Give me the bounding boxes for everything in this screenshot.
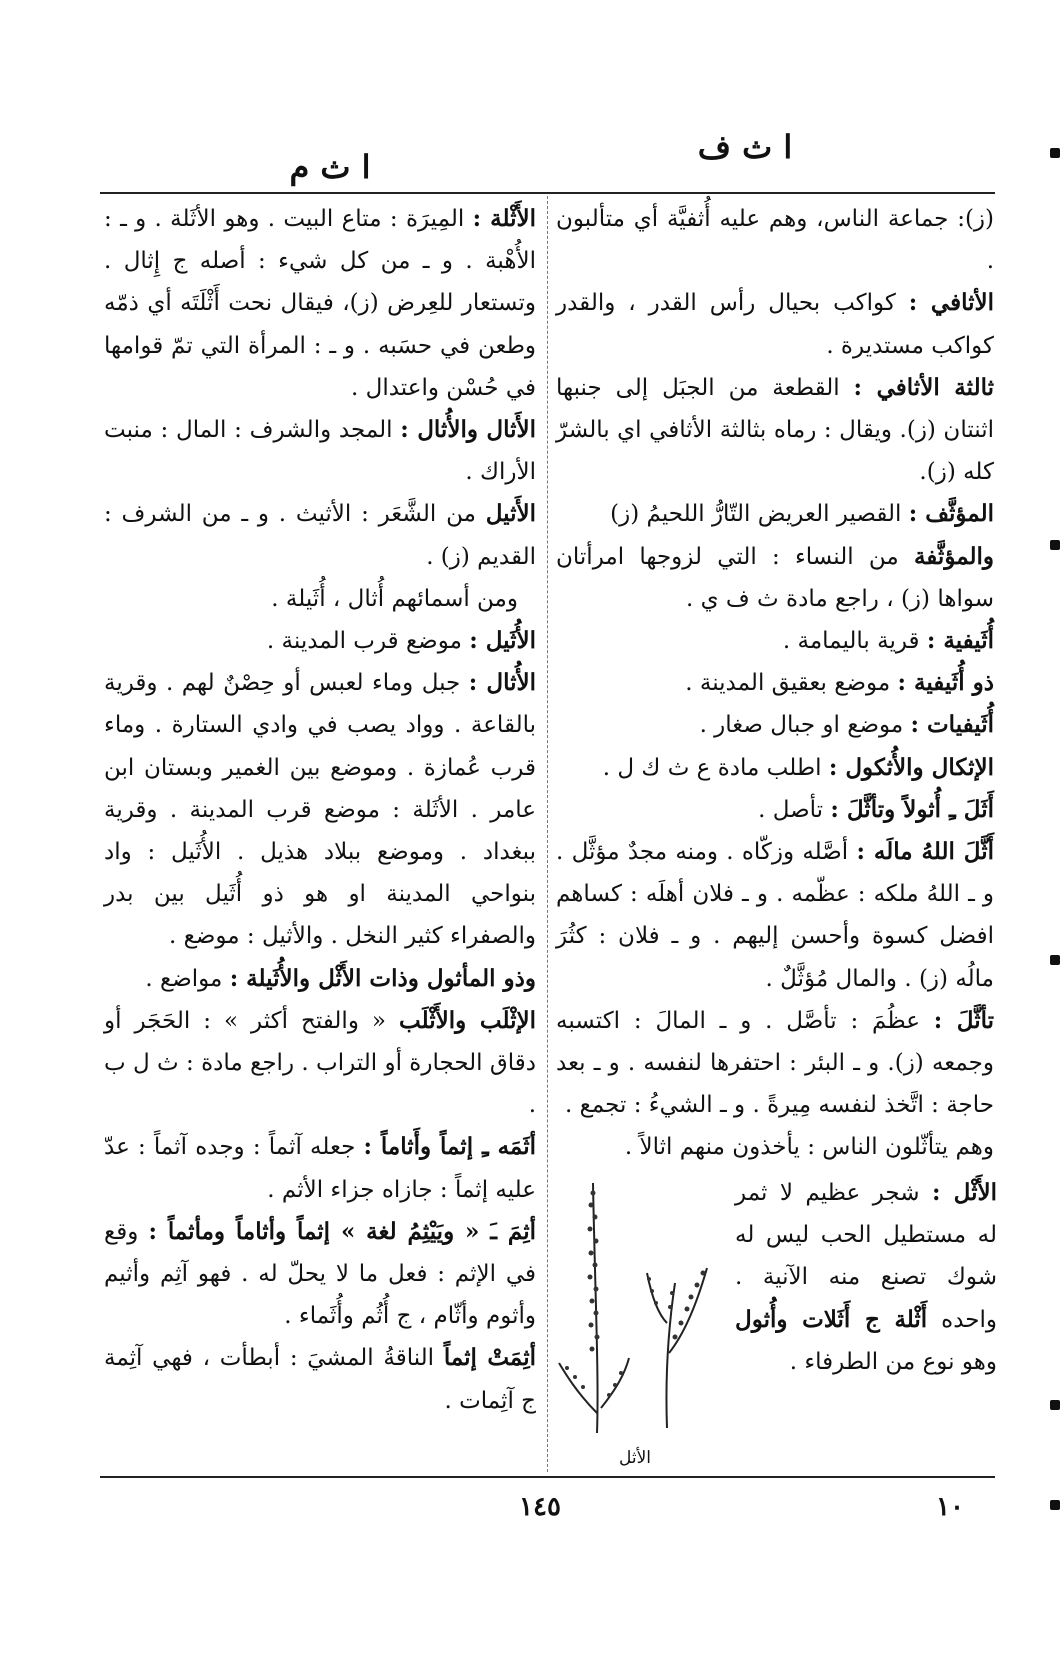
top-rule bbox=[100, 192, 995, 194]
left-column bbox=[104, 198, 536, 1422]
right-column bbox=[556, 198, 994, 1169]
illustration-caption: الأثل bbox=[618, 1448, 652, 1468]
dictionary-entry: الأَثيل من الشَّعَر : الأثيث . و ـ من الشرف : القديم (ز) . bbox=[104, 500, 537, 570]
page-number: ١٤٥ bbox=[519, 1492, 561, 1522]
dictionary-entry: الأثافي : كواكب بحيال رأس القدر ، والقدر كواكب مستديرة . bbox=[556, 289, 994, 359]
dictionary-entry: الإثْلَب والأَثْلَب « والفتح أكثر » : الحَجَر أو دقاق الحجارة أو التراب . راجع مادة : ث ل ب . bbox=[104, 1006, 537, 1119]
dictionary-entry: الأَثْلة : المِيرَة : متاع البيت . وهو الأثَلة . و ـ : الأُهْبة . و ـ من كل شيء : أصله ج إِثال . وتستعار للعِرض (ز)، فيقال نحت أَثْلَتَه أي ذمّه وطعن في حسَبه . و ـ : المرأة التي تمّ قوامها في حُسْن واعتدال . bbox=[104, 205, 537, 401]
margin-mark bbox=[1050, 540, 1060, 550]
dictionary-entry: أَثَلَ ـِ أُثولاً وتأثَّلَ : تأصل . bbox=[758, 795, 994, 823]
dictionary-entry: أَثَّلَ اللهُ مالَه : أصَّله وزكّاه . ومنه مجدٌ مؤثَّل . و ـ اللهُ ملكه : عظّمه . و ـ فلان أهلَه : كساهم افضل كسوة وأحسن إليهم . و ـ فلان : كثُرَ مالُه (ز) . والمال مُؤثَّلٌ . bbox=[556, 838, 995, 992]
margin-mark bbox=[1050, 1500, 1060, 1510]
dictionary-entry: ثالثة الأثافي : القطعة من الجبَل إلى جنبها اثنتان (ز). ويقال : رماه بثالثة الأثافي اي بالشرّ كله (ز). bbox=[556, 373, 995, 486]
dictionary-entry: (ز): جماعة الناس، وهم عليه أُثفيَّة أي متألبون . bbox=[556, 206, 994, 275]
dictionary-entry: ذو أُثَيفية : موضع بعقيق المدينة . bbox=[685, 669, 994, 697]
volume-number: ١٠ bbox=[936, 1492, 964, 1522]
dictionary-entry: أُثَيفية : قرية باليمامة . bbox=[782, 627, 994, 655]
dictionary-entry: أثِمَتْ إثماً الناقةُ المشيَ : أبطأت ، فهي آثِمة ج آثِمات . bbox=[104, 1344, 537, 1414]
root-header-right: ا ث ف bbox=[697, 128, 793, 166]
dictionary-entry: أُثَيفيات : موضع او جبال صغار . bbox=[699, 711, 994, 739]
dictionary-entry: الأَثال والأُثال : المجد والشرف : المال : منبت الأراك . bbox=[104, 416, 537, 486]
tamarisk-illustration bbox=[557, 1173, 717, 1448]
column-divider bbox=[547, 196, 548, 1472]
dictionary-entry: المؤثَّف : القصير العريض التّارُّ اللحيمُ (ز) bbox=[610, 500, 994, 528]
margin-mark bbox=[1050, 148, 1060, 158]
tamarisk-entry: الأَثْل : شجر عظيم لا ثمر له مستطيل الحب ليس له شوك تصنع منه الآنية . واحده أَثْلة ج أَثَلات وأُثول وهو نوع من الطرفاء . bbox=[735, 1179, 998, 1375]
dictionary-entry: تأثَّلَ : عظُمَ : تأصَّل . و ـ المالَ : اكتسبه وجمعه (ز). و ـ البئر : احتفرها لنفسه . و ـ بعد حاجة : اتَّخذ لنفسه مِيرةً . و ـ الشيءُ : تجمع . bbox=[556, 1006, 994, 1119]
dictionary-entry: الإثكال والأُثكول : اطلب مادة ع ث ك ل . bbox=[602, 753, 994, 781]
dictionary-entry: أثَمَه ـِ إثماً وأَثاماً : جعله آثماً : وجده آثماً : عدّ عليه إثماً : جازاه جزاء الأثم . bbox=[104, 1133, 537, 1203]
dictionary-entry: الأُثال : جبل وماء لعبس أو حِصْنٌ لهم . وقرية بالقاعة . وواد يصب في وادي الستارة . وماء قرب عُمازة . وموضع بين الغمير وبستان ابن عامر . الأثَلة : موضع قرب المدينة . وقرية ببغداد . وموضع ببلاد هذيل . الأُثَيل : واد بنواحي المدينة او هو ذو أُثَيل بين بدر والصفراء كثير النخل . والأثيل : موضع . bbox=[104, 669, 536, 950]
bottom-rule bbox=[100, 1476, 995, 1478]
dictionary-entry: ومن أسمائهم أُثال ، أُثَيلة . bbox=[271, 585, 518, 612]
dictionary-entry: وذو المأثول وذات الأَثْل والأُثَيلة : مواضع . bbox=[145, 964, 536, 992]
margin-mark bbox=[1050, 955, 1060, 965]
root-header-left: ا ث م bbox=[289, 148, 371, 186]
dictionary-entry: وهم يتأثّلون الناس : يأخذون منهم اثالاً . bbox=[624, 1134, 994, 1161]
margin-mark bbox=[1050, 1400, 1060, 1410]
dictionary-entry: الأُثَيل : موضع قرب المدينة . bbox=[266, 627, 536, 655]
dictionary-entry: أثِمَ ـَ « ويَيْثِمُ لغة » إثماً وأثاماً ومأثماً : وقع في الإثم : فعل ما لا يحلّ له . فهو آثِم وأثيم وأثوم وأثّام ، ج أُثُم وأُثَماء . bbox=[104, 1217, 536, 1330]
dictionary-entry: والمؤثَّفة من النساء : التي لزوجها امرأتان سواها (ز) ، راجع مادة ث ف ي . bbox=[556, 542, 995, 612]
